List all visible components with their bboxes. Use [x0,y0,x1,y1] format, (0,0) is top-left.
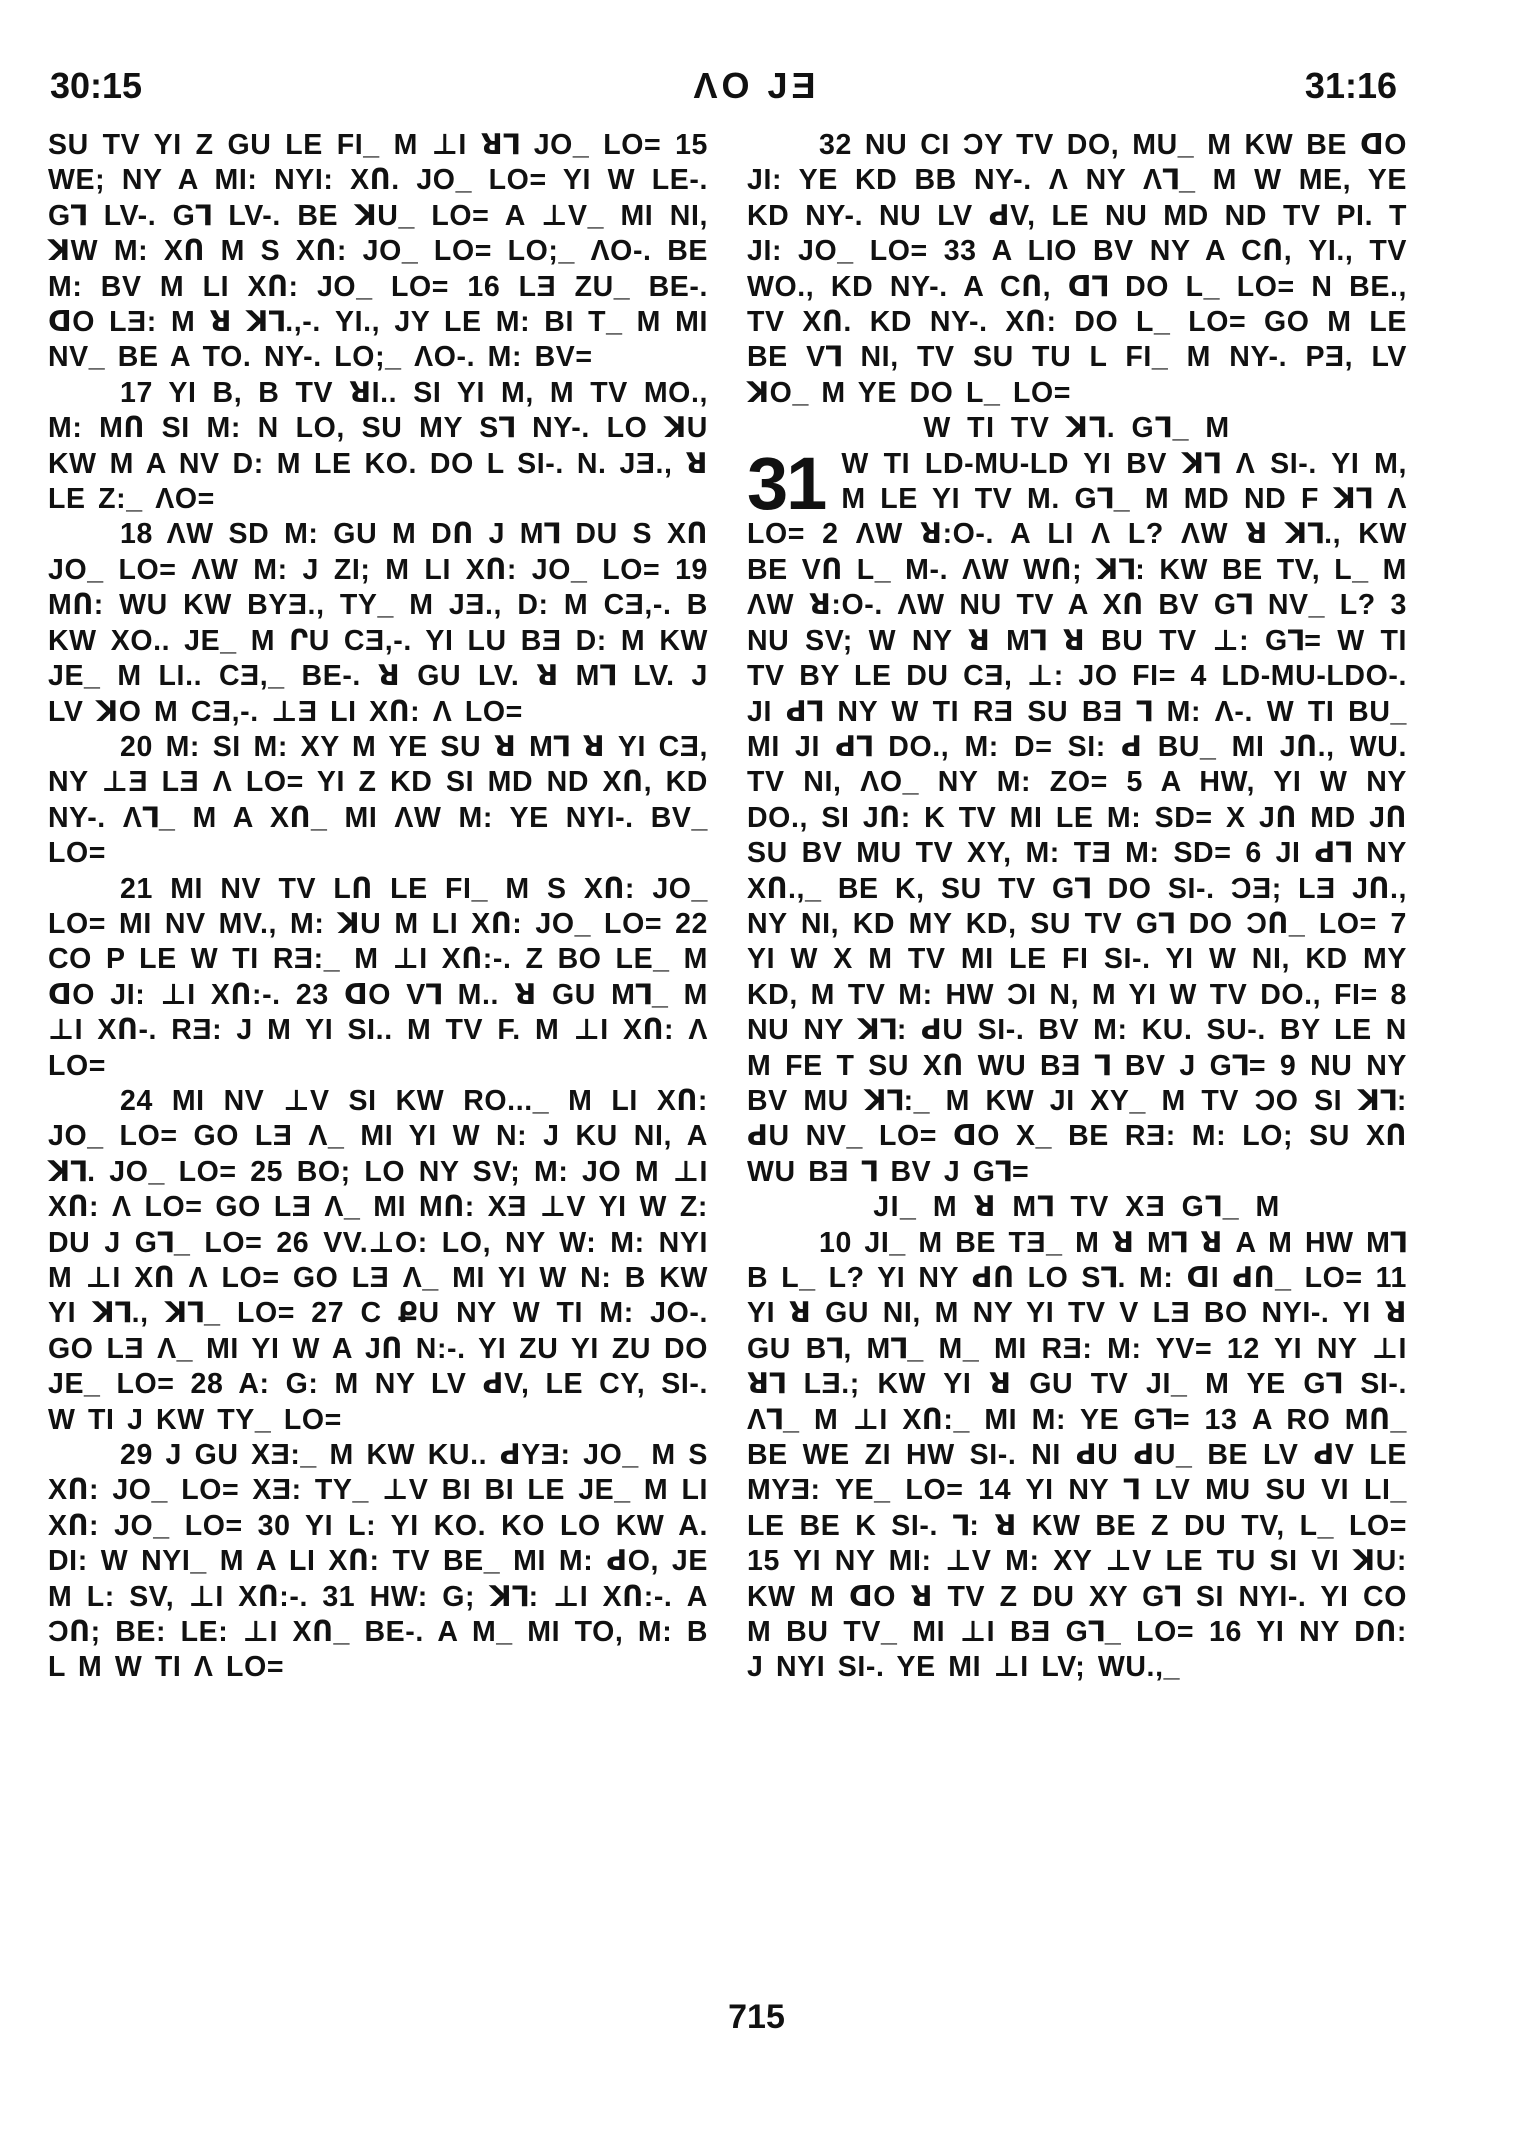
verse-paragraph: 21 MI NV TV LՈ LE FI_ M S XՈ: JO_ LO= MI NV MV., M: ꓘU M LI XՈ: JO_ LO= 22 CO P LE W TI RƎ:_ M ⊥I XՈ:-. Z BO LE_ M ꓷO JI: ⊥I XՈ:-. 23 ꓷO Vꓶ M.. ꓤ GU Mꓶ_ M ⊥I XՈ-. RƎ: J M YI SI.. M TV F. M ⊥I XՈ: Λ LO= [48,872,708,1082]
verse-paragraph: 24 MI NV ⊥V SI KW RO..._ M LI XՈ: JO_ LO= GO LƎ Λ_ MI YI W N: J KU NI, A ꓘꓶ. JO_ LO= 25 BO; LO NY SV; M: JO M ⊥I XՈ: Λ LO= GO LƎ Λ_ MI MՈ: XƎ ⊥V YI W Z: DU J Gꓶ_ LO= 26 VV.⊥O: LO, NY W: M: NYI M ⊥I XՈ Λ LO= GO LƎ Λ_ MI YI W N: B KW YI ꓘꓶ., ꓘꓶ_ LO= 27 C ՔU NY W TI M: JO-. GO LƎ Λ_ MI YI W A JՈ N:-. YI ZU YI ZU DO JE_ LO= 28 A: G: M NY LV ꓒV, LE CY, SI-. W TI J KW TY_ LO= [48,1084,708,1436]
verse-paragraph: SU TV YI Z GU LE FI_ M ⊥I ꓤꓶ JO_ LO= 15 WE; NY A MI: NYI: XՈ. JO_ LO= YI W LE-. Gꓶ LV-. Gꓶ LV-. BE ꓘU_ LO= A ⊥V_ MI NI, ꓘW M: XՈ M S XՈ: JO_ LO= LO;_ ΛO-. BE M: BV M LI XՈ: JO_ LO= 16 LƎ ZU_ BE-. ꓷO LƎ: M ꓤ ꓘꓶ.,-. YI., JY LE M: BI T_ M MI NV_ BE A TO. NY-. LO;_ ΛO-. M: BV= [48,129,708,374]
verse-paragraph: 17 YI B, B TV ꓤI.. SI YI M, M TV MO., M: MՈ SI M: N LO, SU MY Sꓶ NY-. LO ꓘU KW M A NV D: M LE KO. DO L SI-. N. JƎ., ꓤ LE Z:_ ΛO= [48,376,708,516]
verse-paragraph: 29 J GU XƎ:_ M KW KU.. ꓒYƎ: JO_ M S XՈ: JO_ LO= XƎ: TY_ ⊥V BI BI LE JE_ M LI XՈ: JO_ LO= 30 YI L: YI KO. KO LO KW A. DI: W NYI_ M A LI XՈ: TV BE_ MI M: ꓒO, JE M L: SV, ⊥I XՈ:-. 31 HW: G; ꓘꓶ: ⊥I XՈ:-. A ϽՈ; BE: LE: ⊥I XՈ_ BE-. A M_ MI TO, M: B L M W TI Λ LO= [48,1439,708,1684]
section-heading: JI_ M ꓤ Mꓶ TV XƎ Gꓶ_ M [873,1191,1281,1224]
verse-paragraph: 10 JI_ M BE TƎ_ M ꓤ Mꓶ ꓤ A M HW Mꓶ B L_ L? YI NY ꓒՈ LO Sꓶ. M: ꓷI ꓒՈ_ LO= 11 YI ꓤ GU NI, M NY YI TV V LƎ BO NYI-. YI ꓤ GU Bꓶ, Mꓶ_ M_ MI RƎ: M: YV= 12 YI NY ⊥I ꓤꓶ LƎ.; KW YI ꓤ GU TV JI_ M YE Gꓶ SI-. Λꓶ_ M ⊥I XՈ:_ MI M: YE Gꓶ= 13 A RO MՈ_ BE WE ZI HW SI-. NI ꓒU ꓒU_ BE LV ꓒV LE MYƎ: YE_ LO= 14 YI NY ꓶ LV MU SU VI LI_ LE BE K SI-. ꓶ: ꓤ KW BE Z DU TV, L_ LO= 15 YI NY MI: ⊥V M: XY ⊥V LE TU SI VI ꓘU: KW M ꓷO ꓤ TV Z DU XY Gꓶ SI NYI-. YI CO M BU TV_ MI ⊥I BƎ Gꓶ_ LO= 16 YI NY DՈ: J NYI SI-. YE MI ⊥I LV; WU.,_ [747,1226,1407,1684]
verse-paragraph: 32 NU CI ϽY TV DO, MU_ M KW BE ꓷO JI: YE KD BB NY-. Λ NY Λꓶ_ M W ME, YE KD NY-. NU LV ꓒV, LE NU MD ND TV PI. T JI: JO_ LO= 33 A LIO BV NY A CՈ, YI., TV WO., KD NY-. A CՈ, ꓷꓶ DO L_ LO= N BE., TV XՈ. KD NY-. XՈ: DO L_ LO= GO M LE BE Vꓶ NI, TV SU TU L FI_ M NY-. PƎ, LV ꓘO_ M YE DO L_ LO= [747,129,1407,409]
right-column [747,128,1407,1686]
verse-paragraph: W TI LD-MU-LD YI BV ꓘꓶ Λ SI-. YI M, M LE YI TV M. Gꓶ_ M MD ND F ꓘꓶ Λ LO= 2 ΛW ꓤ:O-. A LI Λ L? ΛW ꓤ ꓘꓶ., KW BE VՈ L_ M-. ΛW WՈ; ꓘꓶ: KW BE TV, L_ M ΛW ꓤ:O-. ΛW NU TV A XՈ BV Gꓶ NV_ L? 3 NU SV; W NY ꓤ Mꓶ ꓤ BU TV ⊥: Gꓶ= W TI TV BY LE DU CƎ, ⊥: JO FI= 4 LD-MU-LDO-. JI ꓒꓶ NY W TI RƎ SU BƎ ꓶ M: Λ-. W TI BU_ MI JI ꓒꓶ DO., M: D= SI: ꓒ BU_ MI JՈ., WU. TV NI, ΛO_ NY M: ZO= 5 A HW, YI W NY DO., SI JՈ: K TV MI LE M: SD= X JՈ MD JՈ SU BV MU TV XY, M: TƎ M: SD= 6 JI ꓒꓶ NY XՈ.,_ BE K, SU TV Gꓶ DO SI-. ϽƎ; LƎ JՈ., NY NI, KD MY KD, SU TV Gꓶ DO ϽՈ_ LO= 7 YI W X M TV MI LE FI SI-. YI W NI, KD MY KD, M TV M: HW ϽI N, M YI W TV DO., FI= 8 NU NY ꓘꓶ: ꓒU SI-. BV M: KU. SU-. BY LE N M FE T SU XՈ WU BƎ ꓶ BV J Gꓶ= 9 NU NY BV MU ꓘꓶ:_ M KW JI XY_ M TV ϽO SI ꓘꓶ: ꓒU NV_ LO= ꓷO X_ BE RƎ: M: LO; SU XՈ WU BƎ ꓶ BV J Gꓶ= [747,447,1407,1188]
page-number: 715 [728,1998,785,2036]
left-column [48,128,708,1686]
running-head-right: 31:16 [1304,65,1397,106]
chapter-block [747,441,1407,1191]
verse-paragraph: 20 M: SI M: XY M YE SU ꓤ Mꓶ ꓤ YI CƎ, NY ⊥Ǝ LƎ Λ LO= YI Z KD SI MD ND XՈ, KD NY-. Λꓶ_ M A XՈ_ MI ΛW M: YE NYI-. BV_ LO= [48,730,708,870]
running-head-title: ΛO JƎ [693,65,820,106]
chapter-number: 31 [747,441,826,525]
verse-paragraph: 18 ΛW SD M: GU M DՈ J Mꓶ DU S XՈ JO_ LO= ΛW M: J ZI; M LI XՈ: JO_ LO= 19 MՈ: WU KW BYƎ., TY_ M JƎ., D: M CƎ,-. B KW XO.. JE_ M ՐU CƎ,-. YI LU BƎ D: M KW JE_ M LI.. CƎ,_ BE-. ꓤ GU LV. ꓤ Mꓶ LV. J LV ꓘO M CƎ,-. ⊥Ǝ LI XՈ: Λ LO= [48,518,708,728]
running-head-left: 30:15 [50,65,143,106]
section-heading: W TI TV ꓘꓶ. Gꓶ_ M [923,412,1231,445]
